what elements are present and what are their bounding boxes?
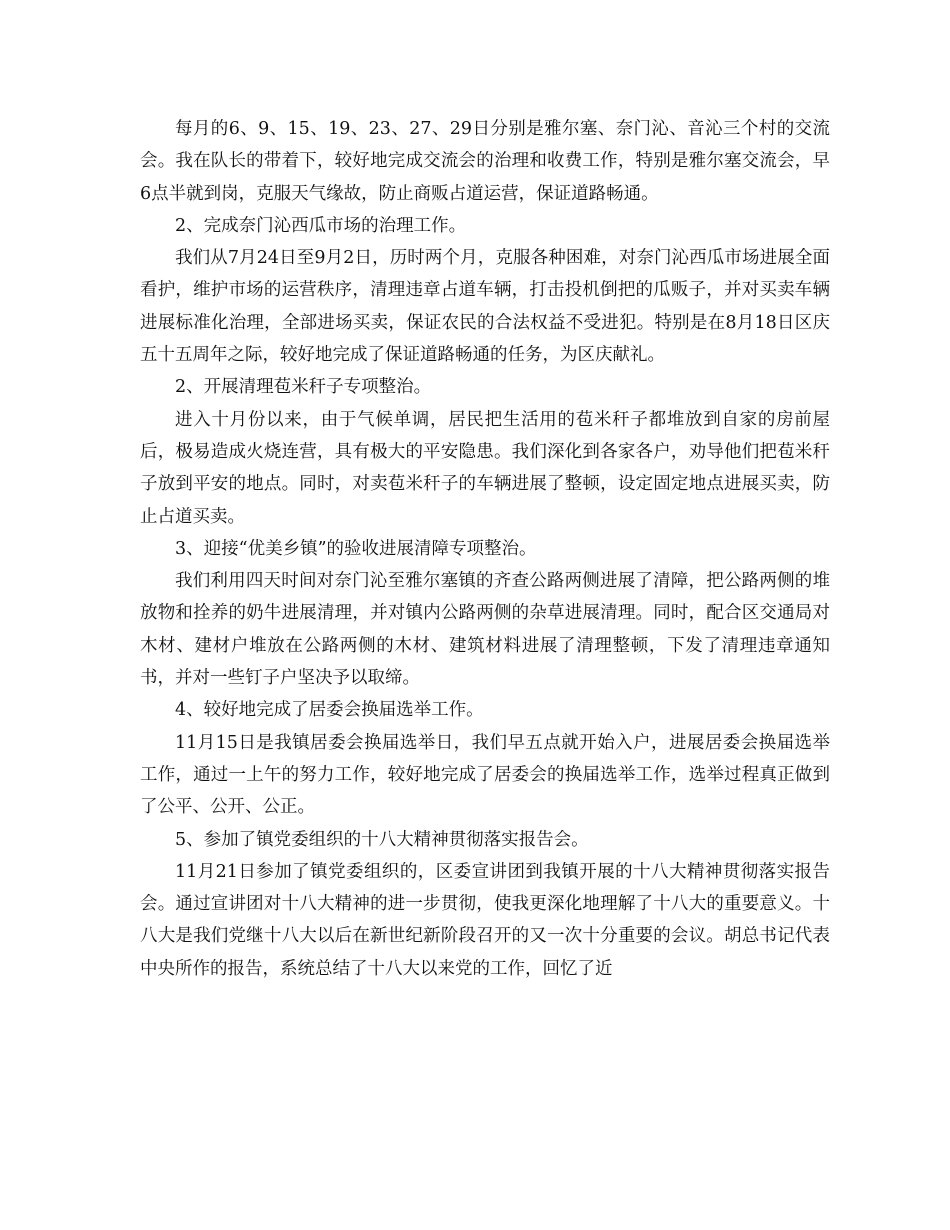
paragraph-report-meeting: 11月21日参加了镇党委组织的，区委宣讲团到我镇开展的十八大精神贯彻落实报告会。通过宣讲团对十八大精神的进一步贯彻，使我更深化地理解了十八大的重要意义。十八大是我们党继十八大以后在新世纪新阶段召开的又一次十分重要的会议。胡总书记代表中央所作的报告，系统总结了十八大以来党的工作，回忆了近 [140,861,830,979]
paragraph-corn-stalks: 进入十月份以来，由于气候单调，居民把生活用的苞米秆子都堆放到自家的房前屋后，极易造成火烧连营，具有极大的平安隐患。我们深化到各家各户，劝导他们把苞米秆子放到平安的地点。同时，对卖苞米秆子的车辆进展了整顿，设定固定地点进展买卖，防止占道买卖。 [140,409,830,527]
heading-beautiful-town: 3、迎接“优美乡镇”的验收进展清障专项整治。 [175,538,537,559]
paragraph-election: 11月15日是我镇居委会换届选举日，我们早五点就开始入户，进展居委会换届选举工作，通过一上午的努力工作，较好地完成了居委会的换届选举工作，选举过程真正做到了公平、公开、公正。 [140,732,830,818]
paragraph-market-fairs: 每月的6、9、15、19、23、27、29日分别是雅尔塞、奈门沁、音沁三个村的交流会。我在队长的带着下，较好地完成交流会的治理和收费工作，特别是雅尔塞交流会，早6点半就到岗，克服天气缘故，防止商贩占道运营，保证道路畅通。 [140,119,830,204]
heading-watermelon-market: 2、完成奈门沁西瓜市场的治理工作。 [175,215,467,236]
paragraph-watermelon-market: 我们从7月24日至9月2日，历时两个月，克服各种困难，对奈门沁西瓜市场进展全面看护，维护市场的运营秩序，清理违章占道车辆，打击投机倒把的瓜贩子，并对买卖车辆进展标准化治理，全部进场买卖，保证农民的合法权益不受进犯。特别是在8月18日区庆五十五周年之际，较好地完成了保证道路畅通的任务，为区庆献礼。 [140,248,830,366]
document-body [140,113,830,985]
heading-report-meeting: 5、参加了镇党委组织的十八大精神贯彻落实报告会。 [175,829,589,850]
heading-election: 4、较好地完成了居委会换届选举工作。 [175,700,484,721]
heading-corn-stalks: 2、开展清理苞米秆子专项整治。 [175,377,432,398]
paragraph-beautiful-town: 我们利用四天时间对奈门沁至雅尔塞镇的齐查公路两侧进展了清障，把公路两侧的堆放物和拴养的奶牛进展清理，并对镇内公路两侧的杂草进展清理。同时，配合区交通局对木材、建材户堆放在公路两侧的木材、建筑材料进展了清理整顿，下发了清理违章通知书，并对一些钉子户坚决予以取缔。 [140,571,830,689]
